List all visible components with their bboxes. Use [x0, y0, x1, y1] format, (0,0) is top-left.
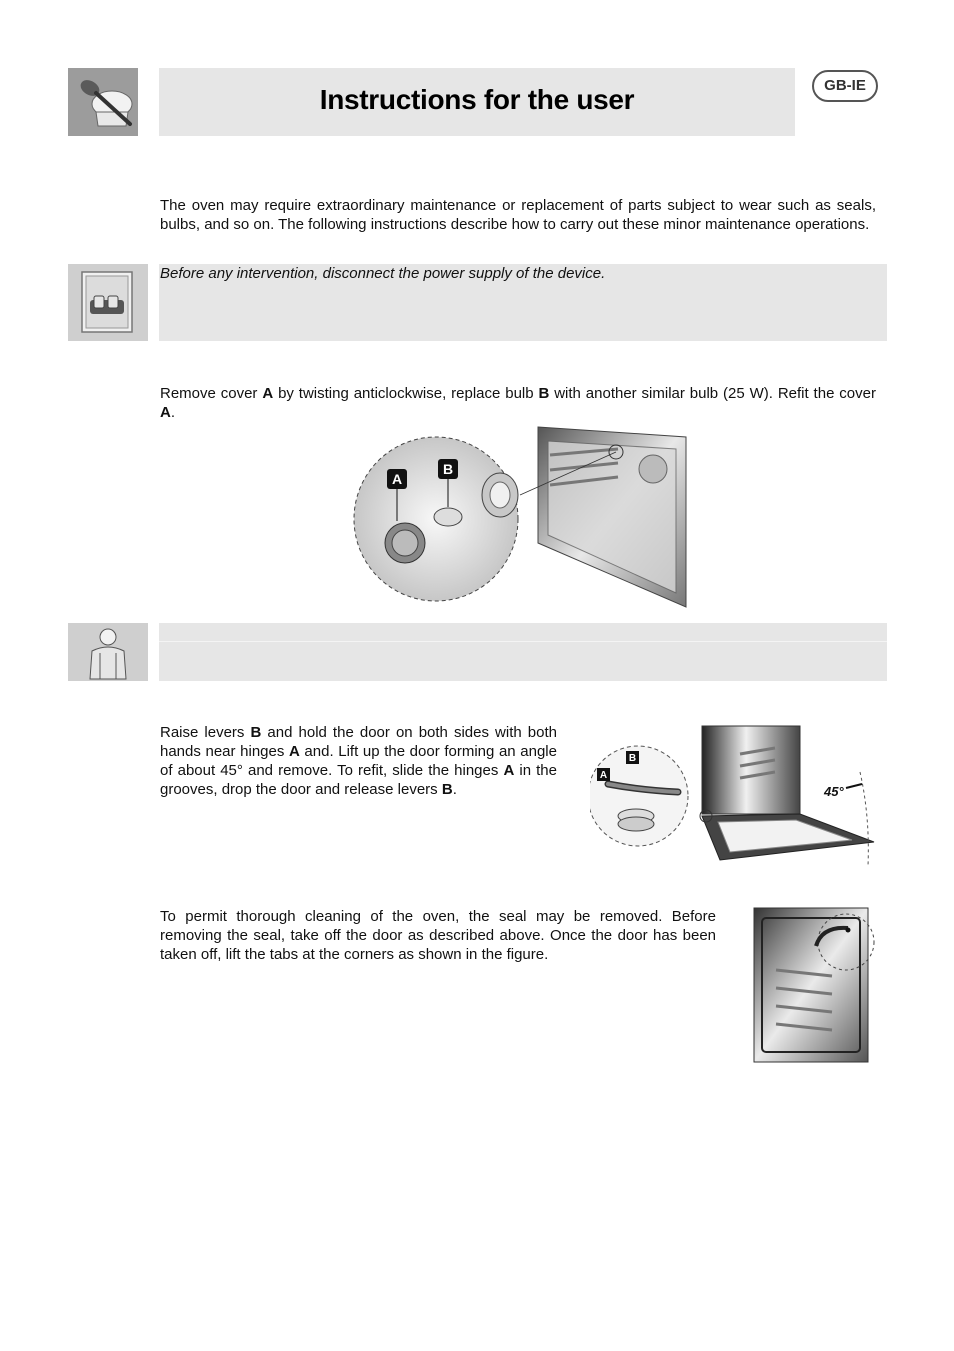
note-divider	[159, 641, 887, 642]
chef-spoon-icon	[68, 68, 138, 136]
figure-label-b: B	[442, 461, 454, 477]
door-figure-label-b: B	[628, 753, 637, 764]
technician-note-bar	[159, 623, 887, 681]
figure-label-a: A	[391, 471, 403, 487]
door-removal-figure	[590, 720, 878, 868]
page-title: Instructions for the user	[319, 84, 635, 115]
warning-text: Before any intervention, disconnect the power supply of the device.	[160, 265, 606, 282]
technician-icon	[68, 623, 148, 681]
seal-paragraph: To permit thorough cleaning of the oven, the seal may be removed. Before removing the seal, take off the door as described above. Once the door has been taken off, lift the tabs at the corners as shown in the figure.	[160, 908, 716, 963]
angle-label: 45°	[824, 784, 844, 799]
country-badge: GB-IE	[812, 70, 878, 102]
power-switch-icon	[68, 264, 148, 341]
seal-removal-figure	[752, 906, 878, 1064]
door-figure-label-a: A	[599, 770, 608, 781]
bulb-paragraph: Remove cover A by twisting anticlockwise, replace bulb B with another similar bulb (25 W). Refit the cover A.	[160, 385, 876, 421]
intro-paragraph: The oven may require extraordinary maintenance or replacement of parts subject to wear such as seals, bulbs, and so on. The following instructions describe how to carry out these minor maintenance operations.	[160, 197, 876, 233]
door-paragraph: Raise levers B and hold the door on both sides with both hands near hinges A and. Lift up the door forming an angle of about 45° and remove. To refit, slide the hinges A in the grooves, drop the door and release levers B.	[160, 724, 557, 798]
bulb-replacement-figure	[350, 425, 690, 610]
